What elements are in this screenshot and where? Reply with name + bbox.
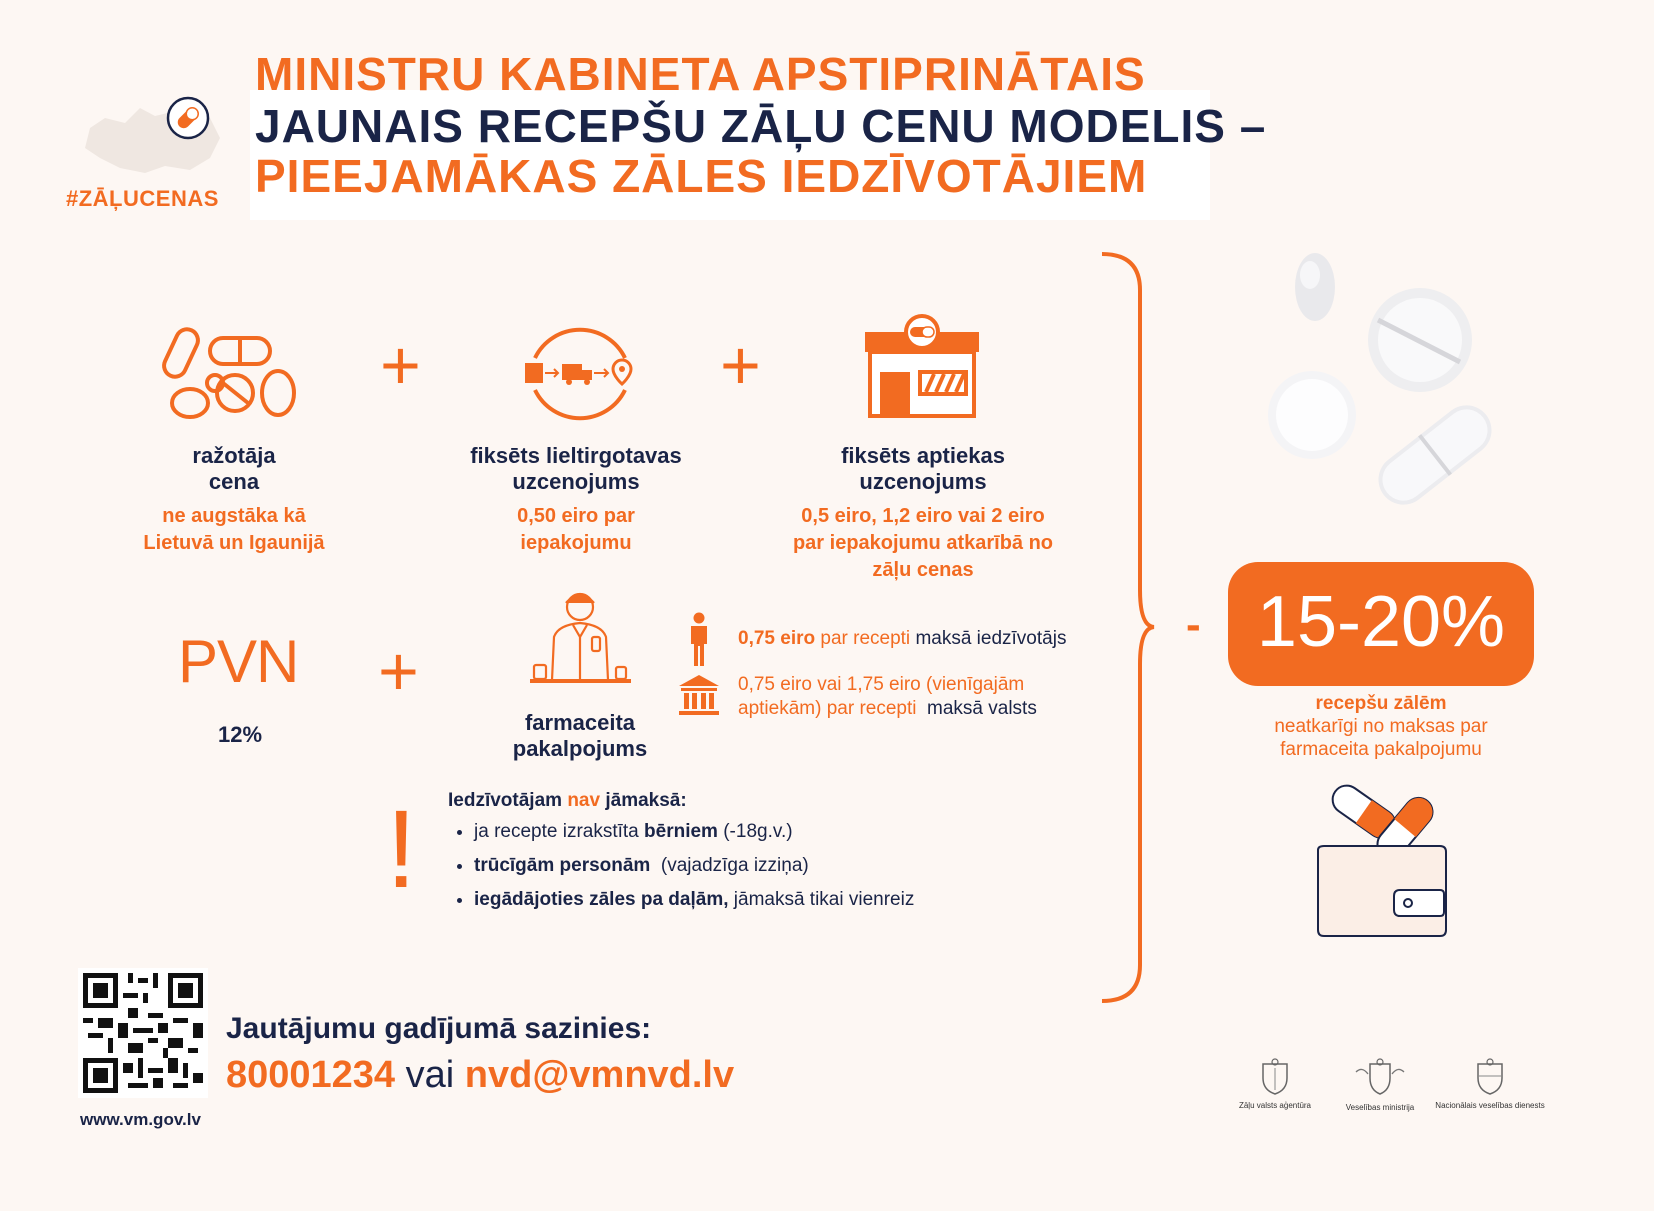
fee-resident-text2: maksā iedzīvotājs bbox=[915, 628, 1067, 649]
white-pills-icon bbox=[1260, 250, 1500, 520]
logo-agency-1 bbox=[1225, 1058, 1325, 1110]
plus-sign-2: + bbox=[720, 326, 761, 404]
title-line-2: JAUNAIS RECEPŠU ZĀĻU CENU MODELIS – bbox=[255, 100, 1267, 152]
pharmacist-icon bbox=[528, 585, 633, 695]
component-label-1a: ražotāja bbox=[192, 443, 276, 468]
fee-resident-amount: 0,75 eiro bbox=[738, 628, 816, 649]
coat-of-arms-icon bbox=[1255, 1058, 1295, 1096]
coat-of-arms-icon bbox=[1470, 1058, 1510, 1096]
result-value: 15-20% bbox=[1256, 582, 1506, 662]
plus-sign-1: + bbox=[380, 326, 421, 404]
component-wholesale bbox=[440, 443, 712, 557]
fee-state bbox=[738, 673, 1037, 721]
vat-value: 12% bbox=[218, 722, 263, 747]
pharmacy-store-icon bbox=[862, 314, 982, 419]
fee-state-line1: 0,75 eiro vai 1,75 eiro (vienīgajām bbox=[738, 674, 1025, 695]
vat-label: PVN bbox=[178, 628, 299, 695]
fee-resident-text1: par recepti bbox=[815, 628, 916, 649]
component-label-1b: cena bbox=[208, 469, 260, 494]
exemptions-block bbox=[448, 790, 914, 922]
component-detail-1: ne augstāka kā Lietuvā un Igaunijā bbox=[143, 505, 325, 554]
component-label-2a: fiksēts lieltirgotavas bbox=[470, 443, 682, 468]
exemption-text: (-18g.v.) bbox=[717, 821, 793, 842]
website-link[interactable]: www.vm.gov.lv bbox=[80, 1110, 201, 1129]
curly-brace bbox=[1098, 250, 1158, 1005]
component-manufacturer bbox=[124, 443, 344, 557]
logo-caption-1: Zāļu valsts aģentūra bbox=[1238, 1101, 1312, 1110]
result-caption-line2: neatkarīgi no maksas par bbox=[1274, 716, 1488, 737]
exemptions-list bbox=[448, 820, 914, 912]
hashtag-prefix: #ZĀĻU bbox=[66, 186, 140, 211]
exemption-text: (vajadzīga izziņa) bbox=[650, 855, 809, 876]
result-caption bbox=[1228, 692, 1534, 761]
exemption-bold: trūcīgām personām bbox=[474, 855, 651, 876]
result-caption-line3: farmaceita pakalpojumu bbox=[1280, 739, 1482, 760]
qr-code[interactable] bbox=[78, 968, 208, 1098]
government-building-icon bbox=[678, 674, 720, 716]
contact-email[interactable]: nvd@vmnvd.lv bbox=[464, 1054, 735, 1096]
agency-logos bbox=[1225, 1058, 1545, 1128]
plus-sign-3: + bbox=[378, 632, 419, 710]
component-label-3a: fiksēts aptiekas bbox=[841, 443, 1005, 468]
exemptions-heading-c: jāmaksā: bbox=[600, 790, 687, 811]
contact-or: vai bbox=[395, 1054, 465, 1096]
result-caption-bold: recepšu zālēm bbox=[1315, 693, 1447, 714]
fee-state-line2b: maksā valsts bbox=[916, 698, 1037, 719]
pharmacist-label-a: farmaceita bbox=[524, 710, 636, 735]
pharmacist-service bbox=[470, 710, 690, 762]
component-pharmacy bbox=[768, 443, 1078, 584]
pills-icon bbox=[160, 318, 300, 423]
exemption-text: jāmaksā tikai vienreiz bbox=[728, 889, 915, 910]
component-detail-2: 0,50 eiro par iepakojumu bbox=[517, 505, 635, 554]
title-line-1: MINISTRU KABINETA APSTIPRINĀTAIS bbox=[255, 48, 1146, 100]
coat-of-arms-icon bbox=[1350, 1058, 1410, 1098]
hashtag-suffix: CENAS bbox=[139, 186, 219, 211]
title-line-3: PIEEJAMĀKAS ZĀLES IEDZĪVOTĀJIEM bbox=[255, 150, 1148, 202]
contact-heading: Jautājumu gadījumā sazinies: bbox=[226, 1012, 652, 1045]
list-item bbox=[474, 820, 914, 844]
contact-phone[interactable]: 80001234 bbox=[226, 1054, 396, 1096]
exemptions-heading-a: Iedzīvotājam bbox=[448, 790, 568, 811]
fee-state-line2a: aptiekām) par recepti bbox=[738, 698, 917, 719]
exemption-bold: iegādājoties zāles pa daļām, bbox=[474, 889, 729, 910]
fee-resident bbox=[738, 628, 1066, 650]
component-detail-3: 0,5 eiro, 1,2 eiro vai 2 eiro par iepakojumu atkarībā no zāļu cenas bbox=[792, 505, 1054, 581]
latvia-map-icon bbox=[70, 88, 230, 188]
person-icon bbox=[688, 612, 710, 666]
component-label-3b: uzcenojums bbox=[859, 469, 987, 494]
exemption-bold: bērniem bbox=[644, 821, 718, 842]
list-item bbox=[474, 854, 914, 878]
wallet-capsules-icon bbox=[1310, 780, 1460, 945]
pharmacist-label-b: pakalpojums bbox=[512, 736, 648, 761]
logo-agency-3 bbox=[1435, 1058, 1545, 1110]
logo-caption-3: Nacionālais veselības dienests bbox=[1435, 1101, 1545, 1110]
logo-caption-2: Veselības ministrija bbox=[1345, 1103, 1415, 1112]
exemption-text: ja recepte izrakstīta bbox=[474, 821, 645, 842]
hashtag bbox=[66, 186, 219, 212]
result-dash: - bbox=[1186, 600, 1201, 649]
exclamation-mark-icon: ! bbox=[386, 788, 417, 911]
exemptions-heading bbox=[448, 790, 914, 812]
delivery-cycle-icon bbox=[520, 318, 640, 428]
contact-line bbox=[226, 1054, 734, 1097]
logo-agency-2 bbox=[1330, 1058, 1430, 1112]
list-item bbox=[474, 888, 914, 912]
component-label-2b: uzcenojums bbox=[512, 469, 640, 494]
exemptions-heading-b: nav bbox=[567, 790, 601, 811]
